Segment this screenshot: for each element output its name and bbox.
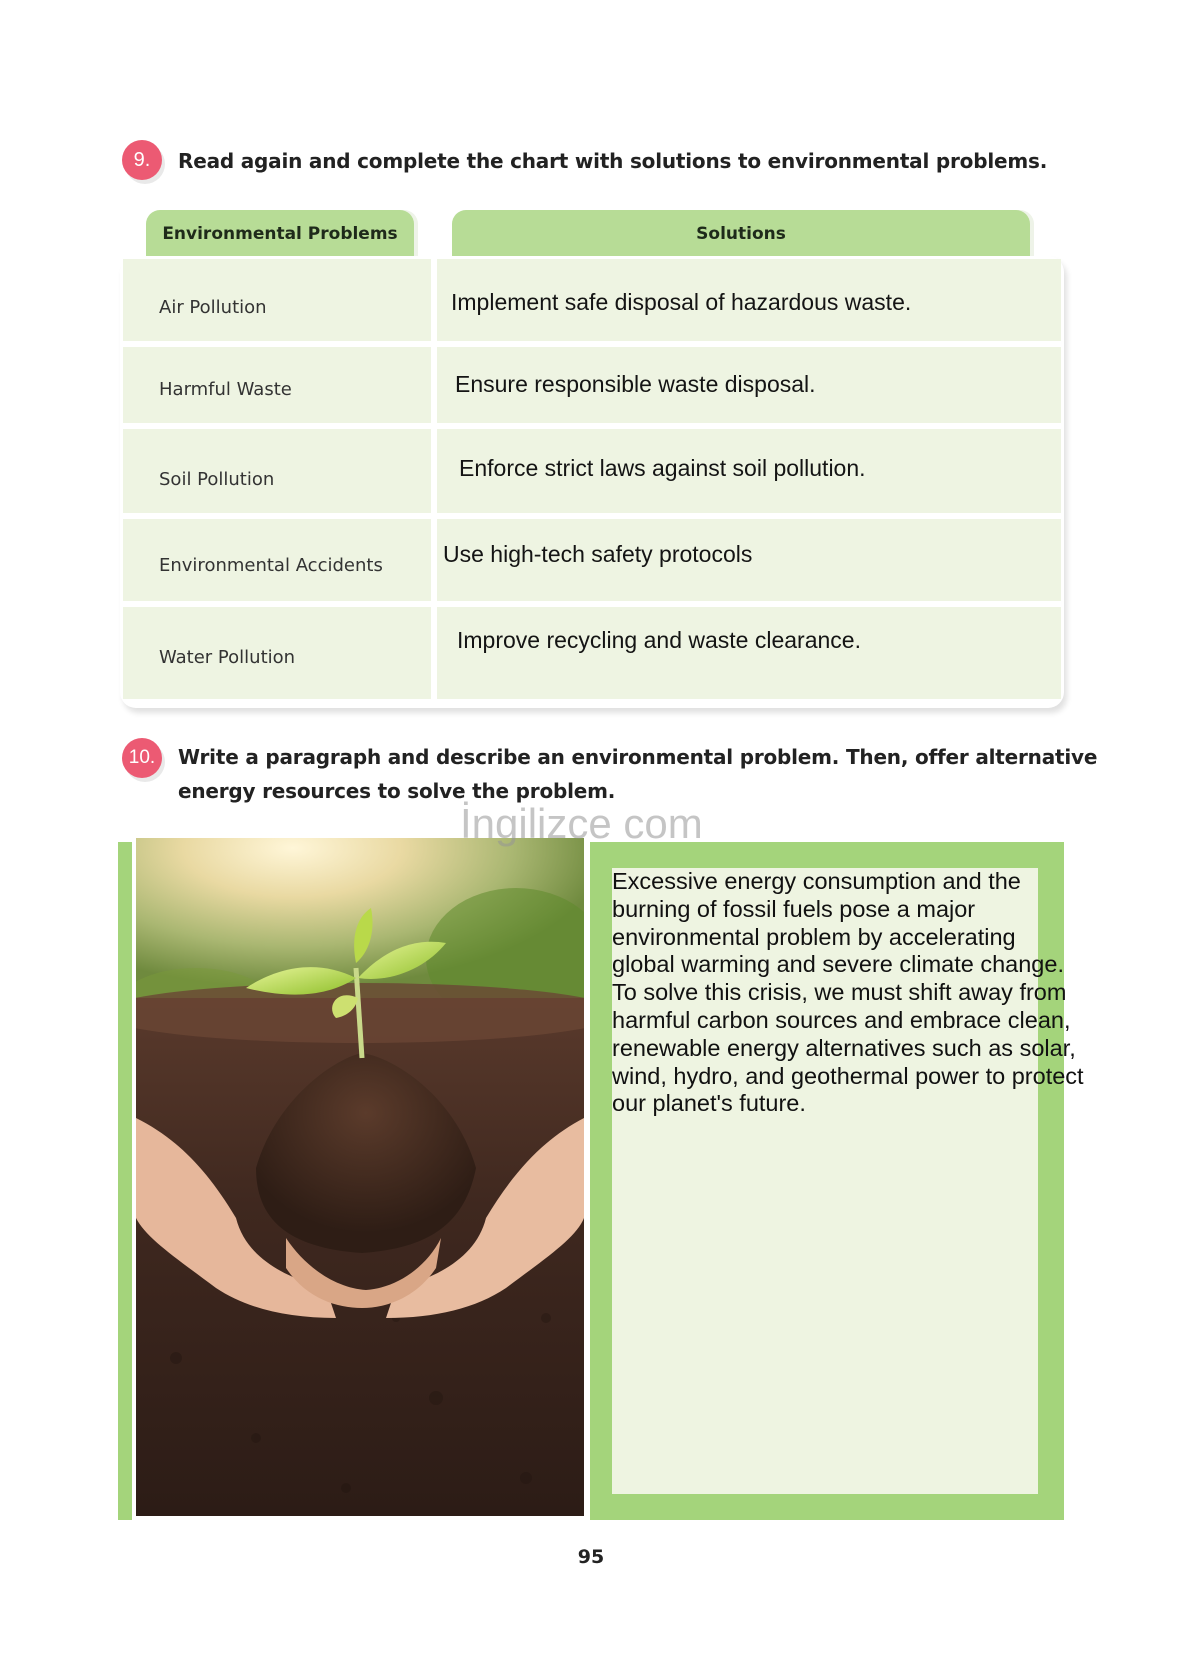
seedling-illustration [136, 838, 584, 1516]
table-row [123, 519, 1061, 601]
paragraph-line: global warming and severe climate change. [612, 951, 1064, 978]
solution-text: Implement safe disposal of hazardous waste. [451, 289, 912, 315]
problem-label: Environmental Accidents [159, 555, 383, 576]
solution-text: Use high-tech safety protocols [443, 541, 753, 567]
header-environmental-problems-label: Environmental Problems [162, 224, 398, 244]
exercise-10-badge [122, 738, 162, 778]
solution-cell[interactable] [437, 347, 1061, 423]
table-row [123, 607, 1061, 699]
paragraph-line: environmental problem by accelerating [612, 923, 1016, 950]
solution-cell[interactable] [437, 607, 1061, 699]
exercise-9-badge [122, 140, 162, 180]
header-environmental-problems [146, 210, 414, 258]
answer-paragraph [612, 868, 1122, 1118]
exercise-9-instruction: Read again and complete the chart with solutions to environmental problems. [178, 149, 1048, 173]
table-row [123, 429, 1061, 513]
paragraph-line: renewable energy alternatives such as solar, [612, 1034, 1076, 1061]
header-solutions-label: Solutions [696, 224, 786, 244]
table-row [123, 259, 1061, 341]
table-row [123, 347, 1061, 423]
problem-label: Air Pollution [159, 297, 267, 318]
solution-cell[interactable] [437, 259, 1061, 341]
paragraph-line: burning of fossil fuels pose a major [612, 895, 976, 922]
paragraph-line: harmful carbon sources and embrace clean, [612, 1006, 1071, 1033]
exercise-10-number: 10. [128, 747, 156, 768]
problems-solutions-table [120, 256, 1064, 708]
paragraph-line: Excessive energy consumption and the [612, 868, 1021, 894]
exercise-10-instruction-line-2: energy resources to solve the problem. [178, 779, 616, 803]
header-solutions [452, 210, 1030, 258]
solution-text: Enforce strict laws against soil pollution. [459, 455, 866, 481]
problem-cell [123, 347, 431, 423]
watermark: İngilizce com [460, 800, 703, 847]
problem-cell [123, 259, 431, 341]
paragraph-line: wind, hydro, and geothermal power to protect [612, 1062, 1084, 1089]
exercise-10-instruction-line-1: Write a paragraph and describe an environmental problem. Then, offer alternative [178, 745, 1098, 769]
left-accent-strip [118, 842, 132, 1520]
paragraph-line: To solve this crisis, we must shift away from [612, 979, 1067, 1006]
page-number: 95 [577, 1546, 605, 1568]
solution-cell[interactable] [437, 519, 1061, 601]
paragraph-line: our planet's future. [612, 1090, 806, 1117]
exercise-10-instruction [178, 740, 1097, 808]
problem-cell [123, 519, 431, 601]
seedling-in-soil-photo [136, 838, 584, 1516]
solution-cell[interactable] [437, 429, 1061, 513]
problem-label: Water Pollution [159, 647, 296, 668]
exercise-9-number: 9. [133, 148, 151, 171]
problem-label: Harmful Waste [159, 379, 292, 400]
problem-cell [123, 429, 431, 513]
problem-label: Soil Pollution [159, 469, 275, 490]
solution-text: Improve recycling and waste clearance. [457, 627, 861, 653]
problem-cell [123, 607, 431, 699]
solution-text: Ensure responsible waste disposal. [455, 371, 816, 397]
